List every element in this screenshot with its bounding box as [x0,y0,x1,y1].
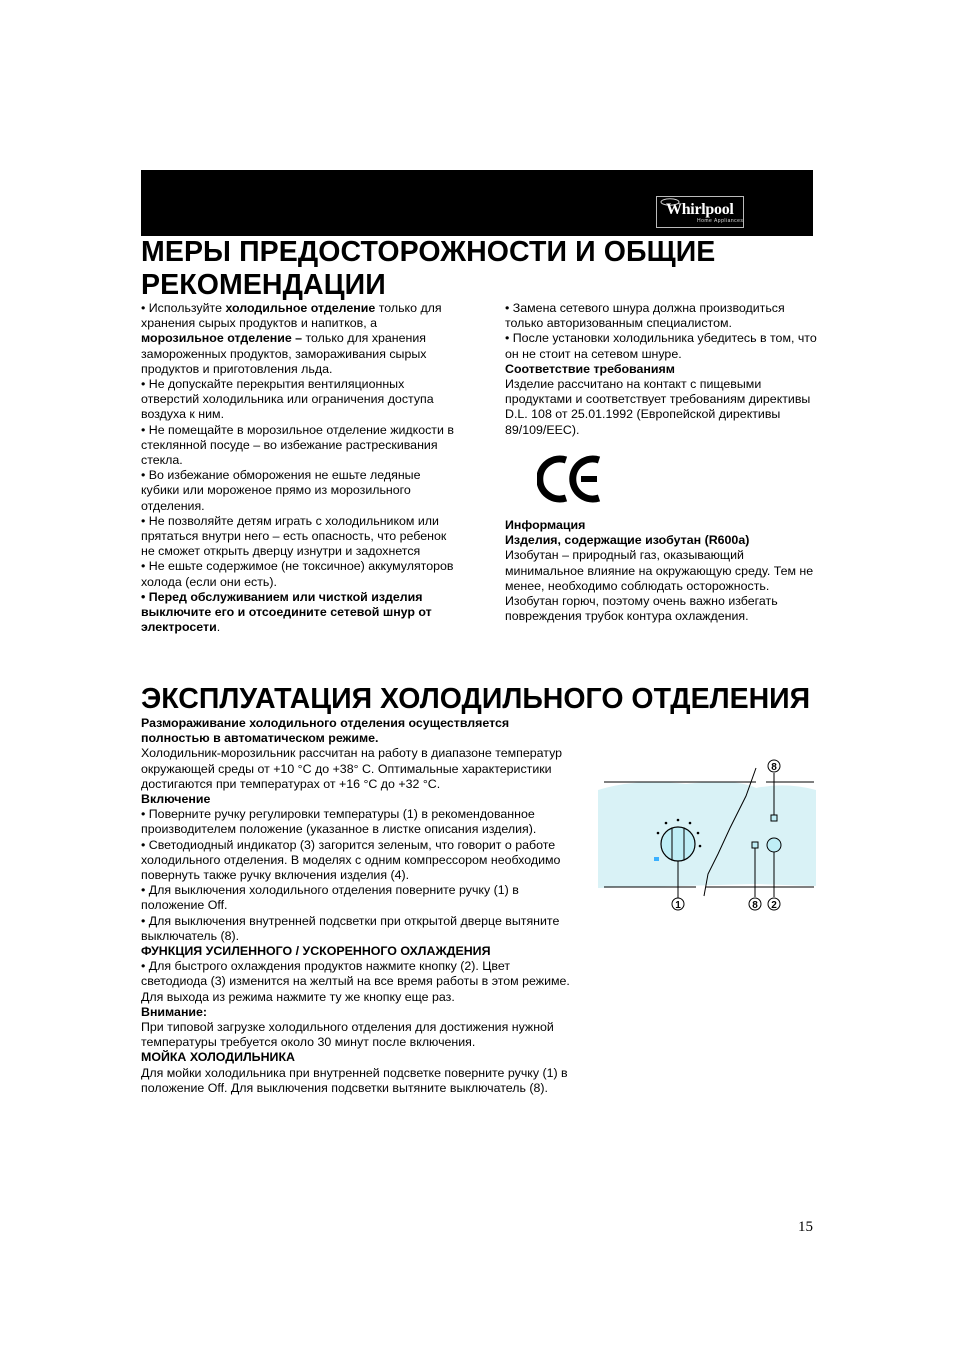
precautions-left-column [141,301,461,635]
paragraph: • Не помещайте в морозильное отделение жидкости в стеклянной посуде – во избежание растрескивания стекла. [141,422,454,468]
paragraph: Холодильник-морозильник рассчитан на работу в диапазоне температур окружающей среды от +10 °С до +38° С. Оптимальные характеристики достигаются при температурах от +16 °С до +32 °С. [141,746,563,791]
brand-name: Whirlpool [666,201,734,218]
light-switch-icon-top [771,815,777,821]
bold-text: морозильное отделение – [141,331,303,346]
precautions-right-column [505,301,823,438]
subheading-on: Включение [141,792,211,807]
paragraph: • Не ешьте содержимое (не токсичное) аккумуляторов холода (если они есть). [141,559,454,589]
panel-background-right [756,785,816,886]
paragraph [141,590,461,636]
brand-subtitle: Home Appliances [697,218,744,224]
subheading-compliance: Соответствие требованиям [505,361,675,376]
bold-text: • Перед обслуживанием или чисткой изделия выключите его и отсоедините сетевой шнур от электросети [141,589,432,635]
subheading-info: Информация [505,518,586,532]
paragraph: • После установки холодильника убедитесь в том, что он не стоит на сетевом шнуре. [505,331,817,361]
paragraph: • Поверните ручку регулировки температуры (1) в рекомендованное производителем положение (указанное в листке описания изделия). [141,807,537,837]
paragraph [141,301,461,377]
intro-bold: Размораживание холодильного отделения осуществляется полностью в автоматическом режиме. [141,716,510,746]
paragraph: • Во избежание обморожения не ешьте ледяные кубики или мороженое прямо из морозильного отделения. [141,468,421,513]
subheading-isobutane: Изделия, содержащие изобутан (R600a) [505,533,750,548]
led-indicator-icon [654,857,659,861]
paragraph: • Не допускайте перекрытия вентиляционных отверстий холодильника или ограничения доступа воздуха к ним. [141,377,434,422]
operation-body [141,716,576,1096]
svg-text:8: 8 [752,900,758,911]
section-title-precautions: МЕРЫ ПРЕДОСТОРОЖНОСТИ И ОБЩИЕ РЕКОМЕНДАЦИИ [141,236,716,301]
section-title-operation: ЭКСПЛУАТАЦИЯ ХОЛОДИЛЬНОГО ОТДЕЛЕНИЯ [141,683,811,715]
subheading-boost: ФУНКЦИЯ УСИЛЕННОГО / УСКОРЕННОГО ОХЛАЖДЕНИЯ [141,944,491,959]
paragraph: • Не позволяйте детям играть с холодильником или прятаться внутри него – есть опасность, что ребенок не сможет открыть дверцу изнутри и задохнется [141,513,447,559]
subheading-attention: Внимание: [141,1004,208,1019]
subheading-wash: МОЙКА ХОЛОДИЛЬНИКА [141,1050,295,1065]
paragraph: Изобутан – природный газ, оказывающий минимальное влияние на окружающую среду. Тем не менее, необходимо соблюдать осторожность. Изобутан горюч, поэтому очень важно избегать повреждения трубок контура охлаждения. [505,548,814,624]
callout-8-bottom [749,898,761,911]
svg-text:8: 8 [771,762,777,773]
boost-button-icon [767,838,781,852]
callout-8-top [768,760,780,773]
svg-text:1: 1 [675,900,681,911]
paragraph: • Замена сетевого шнура должна производиться только авторизованным специалистом. [505,301,785,331]
bold-text: холодильное отделение [225,301,376,315]
paragraph: • Светодиодный индикатор (3) загорится зеленым, что говорит о работе холодильного отделения. В моделях с одним компрессором необходимо повернуть также ручку включения изделия (4). [141,837,561,883]
callout-1 [672,898,684,911]
paragraph: • Для выключения внутренней подсветки при открытой дверце вытяните выключатель (8). [141,913,560,943]
page-number: 15 [798,1219,813,1235]
text: только для хранения замороженных продуктов, замораживания сырых продуктов и приготовления льда. [141,331,427,376]
ce-mark-icon [537,454,603,504]
paragraph: При типовой загрузке холодильного отделения для достижения нужной температуры требуется около 30 минут после включения. [141,1020,554,1050]
paragraph: Изделие рассчитано на контакт с пищевыми продуктами и соответствует требованиям директивы D.L. 108 от 25.01.1992 (Европейской директивы 89/109/EEC). [505,377,811,437]
callout-2 [768,898,780,911]
text: только для хранения сырых продуктов и напитков, а [141,301,442,331]
light-switch-icon [752,842,758,848]
text: • Используйте [141,301,226,315]
text: . [216,620,221,635]
control-panel-diagram [596,756,816,916]
isobutane-info [505,518,823,624]
paragraph: Для мойки холодильника при внутренней подсветке поверните ручку (1) в положение Off. Для выключения подсветки вытяните выключатель (8). [141,1065,568,1095]
paragraph: • Для быстрого охлаждения продуктов нажмите кнопку (2). Цвет светодиода (3) изменится на желтый на все время работы в этом режиме. Для выхода из режима нажмите ту же кнопку еще раз. [141,959,570,1004]
svg-text:2: 2 [771,900,777,911]
paragraph: • Для выключения холодильного отделения поверните ручку (1) в положение Off. [141,883,519,913]
